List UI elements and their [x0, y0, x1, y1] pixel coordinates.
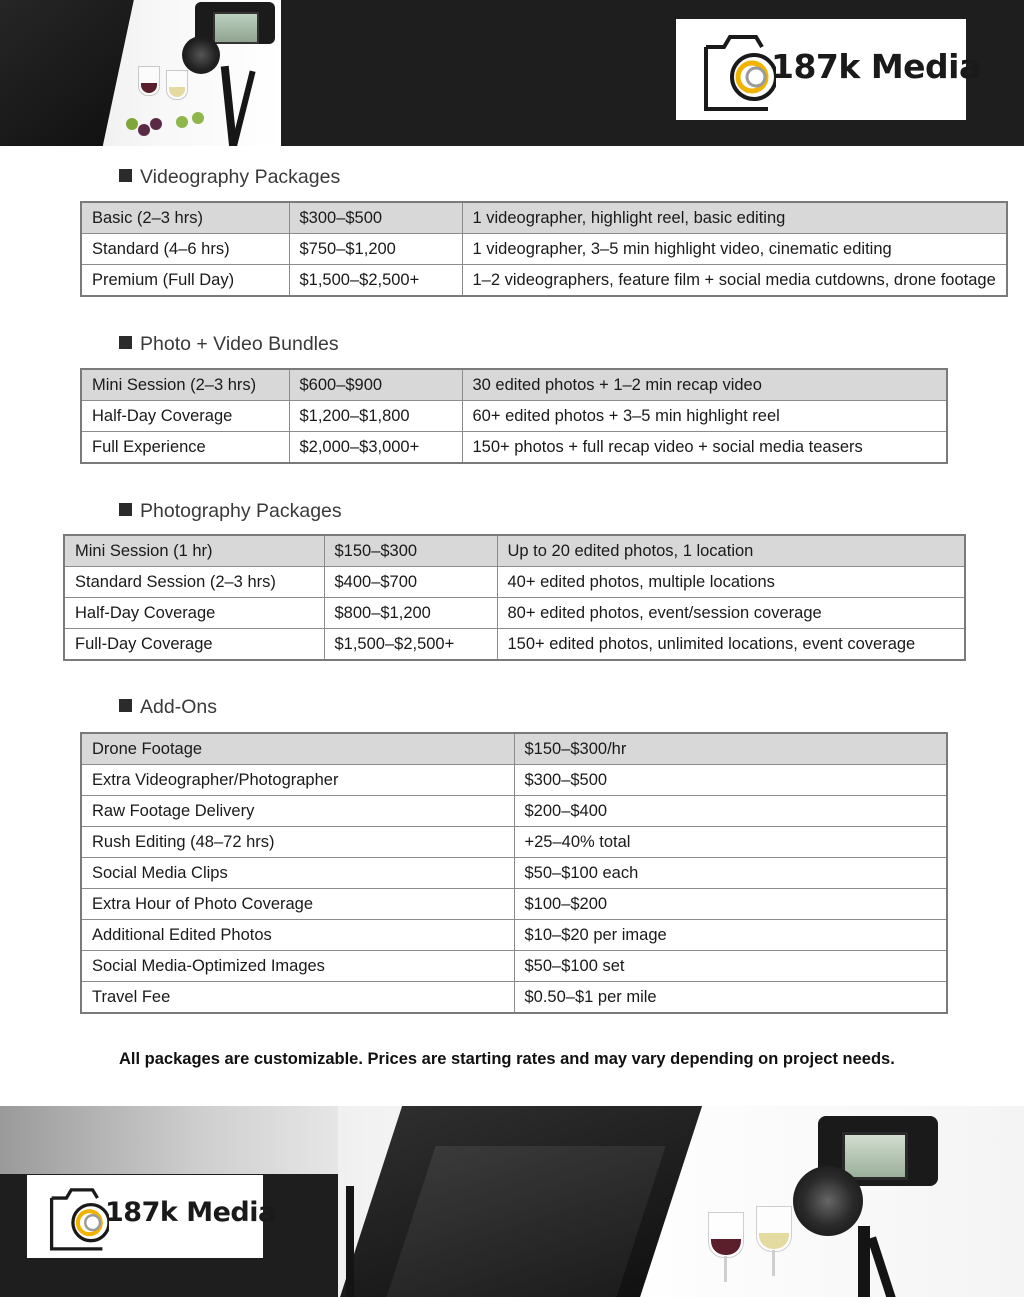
package-price: $150–$300 — [324, 535, 497, 567]
table-row — [81, 265, 1007, 297]
table-row — [81, 234, 1007, 265]
package-details: 60+ edited photos + 3–5 min highlight reel — [462, 401, 947, 432]
addon-name: Extra Videographer/Photographer — [81, 765, 514, 796]
package-price: $600–$900 — [289, 369, 462, 401]
studio-setup-photo — [338, 1106, 1024, 1297]
table-row — [81, 982, 947, 1014]
addon-price: $50–$100 each — [514, 858, 947, 889]
addon-name: Extra Hour of Photo Coverage — [81, 889, 514, 920]
addon-price: $10–$20 per image — [514, 920, 947, 951]
package-details: 40+ edited photos, multiple locations — [497, 567, 965, 598]
table-row — [81, 827, 947, 858]
addon-name: Social Media Clips — [81, 858, 514, 889]
package-name: Full-Day Coverage — [64, 629, 324, 661]
brand-logo-footer — [27, 1175, 276, 1258]
camera-logo-icon — [27, 1175, 109, 1258]
addon-price: +25–40% total — [514, 827, 947, 858]
brand-logo — [676, 19, 981, 120]
package-details: 150+ photos + full recap video + social media teasers — [462, 432, 947, 464]
addon-price: $150–$300/hr — [514, 733, 947, 765]
section-title-photography: Photography Packages — [119, 500, 342, 523]
addon-price: $100–$200 — [514, 889, 947, 920]
studio-camera-photo — [0, 0, 281, 146]
table-row — [81, 765, 947, 796]
package-price: $2,000–$3,000+ — [289, 432, 462, 464]
package-name: Premium (Full Day) — [81, 265, 289, 297]
section-title-videography: Videography Packages — [119, 166, 340, 189]
package-price: $1,500–$2,500+ — [324, 629, 497, 661]
package-name: Half-Day Coverage — [64, 598, 324, 629]
table-row — [81, 202, 1007, 234]
package-name: Basic (2–3 hrs) — [81, 202, 289, 234]
package-price: $300–$500 — [289, 202, 462, 234]
square-bullet-icon — [119, 336, 132, 349]
table-row — [64, 535, 965, 567]
addon-name: Additional Edited Photos — [81, 920, 514, 951]
pricing-note: All packages are customizable. Prices are starting rates and may vary depending on project needs. — [119, 1050, 895, 1068]
package-price: $1,500–$2,500+ — [289, 265, 462, 297]
package-name: Standard Session (2–3 hrs) — [64, 567, 324, 598]
package-name: Standard (4–6 hrs) — [81, 234, 289, 265]
table-row — [81, 369, 947, 401]
brand-name: 187k Media — [105, 1197, 276, 1228]
package-price: $800–$1,200 — [324, 598, 497, 629]
table-row — [81, 733, 947, 765]
header-band — [0, 0, 1024, 146]
package-details: 150+ edited photos, unlimited locations, event coverage — [497, 629, 965, 661]
package-name: Full Experience — [81, 432, 289, 464]
addon-price: $50–$100 set — [514, 951, 947, 982]
package-price: $1,200–$1,800 — [289, 401, 462, 432]
package-details: Up to 20 edited photos, 1 location — [497, 535, 965, 567]
addon-name: Rush Editing (48–72 hrs) — [81, 827, 514, 858]
table-row — [81, 796, 947, 827]
videography-table — [80, 201, 1008, 297]
bundles-table — [80, 368, 948, 464]
package-details: 1 videographer, 3–5 min highlight video, cinematic editing — [462, 234, 1007, 265]
package-name: Mini Session (2–3 hrs) — [81, 369, 289, 401]
package-details: 80+ edited photos, event/session coverage — [497, 598, 965, 629]
table-row — [81, 401, 947, 432]
photography-table — [63, 534, 966, 661]
camera-logo-icon — [676, 19, 776, 120]
table-row — [81, 951, 947, 982]
addon-name: Raw Footage Delivery — [81, 796, 514, 827]
table-row — [81, 920, 947, 951]
addon-name: Travel Fee — [81, 982, 514, 1014]
section-title-addons: Add-Ons — [119, 696, 217, 719]
section-title-bundles: Photo + Video Bundles — [119, 333, 339, 356]
brand-name: 187k Media — [771, 47, 981, 86]
square-bullet-icon — [119, 169, 132, 182]
table-row — [81, 432, 947, 464]
package-name: Mini Session (1 hr) — [64, 535, 324, 567]
addon-price: $200–$400 — [514, 796, 947, 827]
addon-name: Drone Footage — [81, 733, 514, 765]
square-bullet-icon — [119, 699, 132, 712]
addons-table — [80, 732, 948, 1014]
addon-name: Social Media-Optimized Images — [81, 951, 514, 982]
package-details: 1 videographer, highlight reel, basic editing — [462, 202, 1007, 234]
package-price: $750–$1,200 — [289, 234, 462, 265]
addon-price: $300–$500 — [514, 765, 947, 796]
package-details: 30 edited photos + 1–2 min recap video — [462, 369, 947, 401]
table-row — [81, 889, 947, 920]
table-row — [64, 567, 965, 598]
package-price: $400–$700 — [324, 567, 497, 598]
table-row — [81, 858, 947, 889]
table-row — [64, 629, 965, 661]
addon-price: $0.50–$1 per mile — [514, 982, 947, 1014]
package-details: 1–2 videographers, feature film + social media cutdowns, drone footage — [462, 265, 1007, 297]
table-row — [64, 598, 965, 629]
square-bullet-icon — [119, 503, 132, 516]
package-name: Half-Day Coverage — [81, 401, 289, 432]
